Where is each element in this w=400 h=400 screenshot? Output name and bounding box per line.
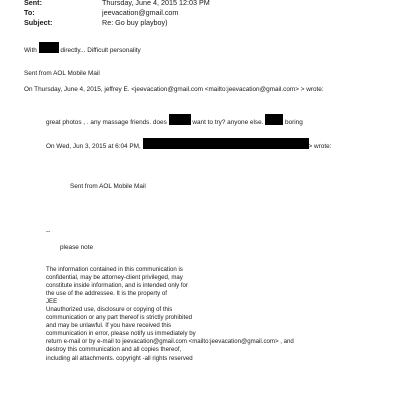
disclaimer-line: return e-mail or by e-mail to jeevacation@gmail.com <mailto:jeevacation@gmail.com> , and [46, 338, 294, 346]
disclaimer-line: destroy this communication and all copies thereof, [46, 346, 182, 354]
quote1-part-a: great photos , . any massage friends. does [46, 119, 167, 126]
quote1-part-b: want to try? anyone else. [192, 119, 264, 126]
to-label: To: [24, 8, 35, 17]
sent-value: Thursday, June 4, 2015 12:03 PM [102, 0, 210, 7]
redaction-block [143, 138, 309, 149]
to-value: jeevacation@gmail.com [102, 8, 179, 17]
signature-separator: -- [46, 228, 51, 235]
subject-value: Re: Go buy playboy) [102, 18, 168, 27]
disclaimer-line: JEE [46, 298, 58, 306]
quote1-body [46, 114, 303, 127]
signature-2: Sent from AOL Mobile Mail [70, 183, 146, 190]
disclaimer-line: communication or any part thereof is strictly prohibited [46, 314, 192, 322]
reply-text-start: With [24, 47, 37, 54]
please-note: please note [60, 244, 94, 251]
quote2-header-end: > wrote: [308, 143, 332, 150]
reply-text-end: directly... Difficult personality [60, 47, 141, 54]
quote2-header-start: On Wed, Jun 3, 2015 at 6:04 PM, [46, 143, 141, 150]
subject-row [24, 18, 168, 27]
reply-line [24, 42, 141, 55]
disclaimer [46, 266, 294, 363]
redaction-block [265, 114, 283, 125]
disclaimer-line: the use of the addressee. It is the property of [46, 290, 167, 298]
signature-1: Sent from AOL Mobile Mail [24, 70, 100, 77]
disclaimer-line: confidential, may be attorney-client privileged, may [46, 274, 183, 282]
disclaimer-line: communication in error, please notify us immediately by [46, 330, 196, 338]
redaction-block [169, 114, 191, 125]
disclaimer-line: and may be unlawful. If you have received this [46, 322, 171, 330]
redaction-block [39, 42, 59, 53]
disclaimer-line: including all attachments. copyright -all rights reserved [46, 354, 193, 362]
sent-label: Sent: [24, 0, 42, 7]
disclaimer-line: The information contained in this communication is [46, 266, 183, 273]
to-row [24, 8, 178, 17]
disclaimer-line: Unauthorized use, disclosure or copying of this [46, 306, 173, 314]
quote1-header: On Thursday, June 4, 2015, jeffrey E. <jeevacation@gmail.com <mailto:jeevacation@gmail.com> > wrote: [24, 86, 324, 93]
subject-label: Subject: [24, 18, 53, 27]
sent-row [24, 0, 210, 7]
quote1-part-c: boring [284, 119, 303, 126]
disclaimer-line: constitute inside information, and is intended only for [46, 282, 188, 290]
quote2-header [46, 138, 331, 151]
